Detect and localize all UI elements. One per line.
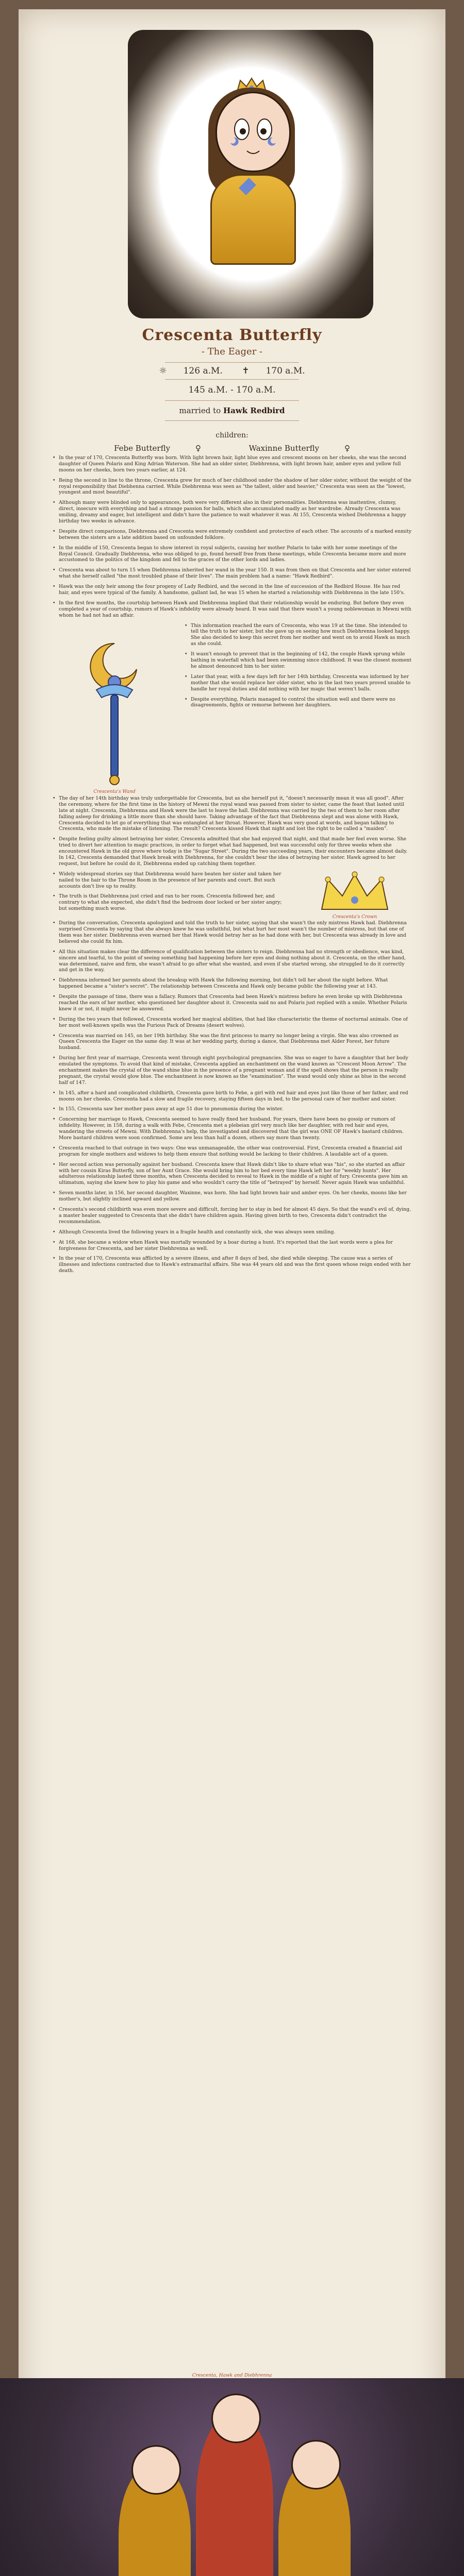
paragraph: • Crescenta's second childbirth was even more severe and difficult, forcing her to stay in bed for almost 45 days. So that the wand's evil of, dying, a master healer suggested to Crescenta that she didn't have children again. Having given birth to two, Crescenta didn't contradict the recommendation. — [59, 1207, 411, 1225]
diebhrenna-head — [291, 2440, 341, 2489]
paragraph: • In 145, after a hard and complicated childbirth, Crescenta gave birth to Febe, a girl with red hair and eyes just like those of her father, and red moons on her cheeks. Crescenta had a slow and fragile recovery, staying fifteen days in bed, to the personal care of her mother and sister. — [59, 1090, 411, 1103]
paragraph: • Her second action was personally against her husband. Crescenta knew that Hawk didn't like to share what was "his", so she started an affair with her cousin Kiras Butterfly, son of her Aunt Grace. She would bring him to her bed every time Hawk left her for "weekly hunts". Her adulterous relationship lasted three months, when Crescenta decided to reveal to Hawk in the middle of a night of fury. Crescenta gave him an ultimatum, saying she knew how to play his game and who wouldn't carry the title of "betrayed" by herself. Never again Hawk was unfaithful. — [59, 1162, 411, 1187]
wand-side-text — [185, 623, 411, 795]
paragraph: • At 168, she became a widow when Hawk was mortally wounded by a boar during a hunt. It's reported that the last words were a plea for forgiveness for Crescenta, and her sister Diebhrenna as well. — [59, 1240, 411, 1252]
paragraph: • Later that year, with a few days left for her 14th birthday, Crescenta was informed by her mother that she would replace her older sister, who in the last two years proved unable to handle her royal duties and did nothing with her magic that weren't balls. — [191, 674, 411, 692]
crown-figure — [298, 871, 411, 920]
children-label: children: — [216, 431, 248, 439]
paragraph: • In the year of 170, Crescenta Butterfly was born. With light brown hair, light blue eyes and crescent moons on her cheeks, she was the second daughter of Queen Polaris and King Adrian Waterson. She had an older sister, Diebhrenna, with light brown hair, amber eyes and yellow full moons on her cheeks, born two years earlier, at 124. — [59, 455, 411, 473]
death-year: 170 a.M. — [266, 366, 305, 376]
crown-section — [53, 871, 411, 920]
death-icon: ✝ — [242, 366, 250, 376]
paragraph: • The day of her 14th birthday was truly unforgettable for Crescenta, but as she herself put it, "doesn't necessarily mean it was all good". After the ceremony, where for the first time in the history of Mewni the royal wand was passed from sister to sister, came the feast that lasted until late at night. Crescenta, Diebhrenna and Hawk were the last to leave the hall. Diebhrenna was carried by the two of them to her room after falling asleep for drinking a little more than she should have. Taking advantage of the fact that Diebhrenna slept and was alone with Hawk, Crescenta decided to let go of everything that was entangled at her throat. However, Hawk was very good at words, and began talking to Crescenta, who made the mistake of listening. The result? Crescenta kissed Hawk that night and lost the right to be called a "maiden". — [59, 795, 411, 832]
paragraph: • Being the second in line to the throne, Crescenta grew for much of her childhood under the shadow of her older sister, without the weight of the royal responsibility that Diebhenna carried. While Diebhrenna was seen as "the tallest, older and heavier," Crescenta was seen as the "lowest, youngest and most beautiful". — [59, 478, 411, 496]
portrait-face — [216, 92, 291, 172]
paragraph: • Crescenta was married on 145, on her 19th birthday. She was the first princess to marry no longer being a virgin. She was also crowned as Queen Crescenta the Eager on the same day. It was at her wedding party, during a dance, that Diebhrenna met Alder Forest, her future husband. — [59, 1033, 411, 1052]
wand-caption: Crescenta's Wand — [93, 789, 136, 795]
paragraph: • During her first year of marriage, Crescenta went through eight psychological pregnancies. She was so eager to have a daughter that her body emulated the symptoms. To avoid that kind of mistake, Crescenta applied an enchantment on the wand known as "Crescent Moon Arrow". The enchantment makes the crystal of the wand shine blue in the presence of a pregnant woman and if the spell shows that the person is really pregnant, the crystal would glow blue. The enchantment is now known as the "examination". The wand would only shine as blue in the second half of 147. — [59, 1055, 411, 1086]
header-divider — [165, 362, 299, 363]
paragraph: • Hawk was the only heir among the four progeny of Lady Redbird, and the second in the line of succession of the Redbird House. He has red hair, and eyes were typical of the family. A handsome, gallant lad, he was 15 when he started a relationship with Diebhrenna in the late 150's. — [59, 584, 411, 596]
birth-year: 126 a.M. — [183, 366, 223, 376]
crescenta-head — [131, 2445, 181, 2495]
family-illustration — [0, 2378, 464, 2576]
paragraph: • Concerning her marriage to Hawk, Crescenta seemed to have really fixed her husband. For years, there have been no gossip or rumors of infidelity. However, in 158, during a walk with Febe, Crescenta met a plebeian girl very much like her daughter, with red hair and eyes, wandering the streets of Mewni. With Diebhrenna's help, the investigated and discovered that the girl was ONE OF Hawk's bastard children. More bastard children were soon confirmed. Some are less than half a dozen, others say more than twenty. — [59, 1116, 411, 1141]
paragraph: • Widely widespread stories say that Diebhrenna would have beaten her sister and taken her nailed to the hair to the Throne Room in the presence of her parents and court. But such accounts don't live up to reality. — [59, 871, 290, 890]
paragraph: • This information reached the ears of Crescenta, who was 19 at the time. She intended to tell the truth to her sister, but she gave up on seeing how much Diebhrenna looked happy. She also decided to keep this secret from her mother and went on to avoid Hawk as much as she could. — [191, 623, 411, 648]
paragraph: • Despite feeling guilty almost betraying her sister, Crescenta admitted that she had enjoyed that night, and that made her feel even worse. She tried to divert her attention to magic practices, in order to forget what had happened, but was successful only for three weeks when she encountered Hawk in the old grove where today is the "Sugar Street". During the two succeeding years, their encounters became almost daily. In 142, Crescenta demanded that Hawk break with Diebhrenna, for she couldn't bear the idea of betraying her sister. Hawk agreed to her request, but before he could do it, Diebhrenna ended up catching them together. — [59, 836, 411, 867]
header-divider — [165, 400, 299, 401]
character-epithet: - The Eager - — [201, 346, 263, 357]
parchment-panel — [19, 9, 445, 2576]
paragraph: • All this situation makes clear the difference of qualification between the sisters to reign. Diebhrenna had no strength or obedience, was kind, sincere and tearful, to the point of seeing something bad happening before her eyes and doing nothing about it. Crescenta, on the other hand, was determined, naive and firm, she wasn't afraid to go after what she wanted, and even if she started wrong, she struggled to do it correctly and get in the way. — [59, 949, 411, 974]
crown-side-text — [53, 871, 290, 920]
header-divider — [165, 379, 299, 380]
wand-icon — [76, 633, 153, 788]
paragraph: • In the first few months, the courtship between Hawk and Diebhrenna implied that their relationship would be enduring. But before they even completed a year of courtship, rumors of Hawk's infidelity were already heard. It was said that there wasn't a young noblewoman in Mewni with whom he had not had an affair. — [59, 600, 411, 619]
paragraph: • In the year of 170, Crescenta was afflicted by a severe illness, and after 8 days of bed, she died while sleeping. The cause was a series of illnesses and infections contracted due to Hawk's extramarital affairs. She was 44 years old and was the first queen whose reign ended with her death. — [59, 1256, 411, 1274]
wand-figure — [53, 623, 176, 795]
paragraph: • During the two years that followed, Crescenta worked her magical abilities, that had like characteristic the theme of nocturnal animals. One of her most well-known spells was the Furious Pack of Dreams (desert wolves). — [59, 1016, 411, 1029]
paragraph: • Despite everything, Polaris managed to control the situation well and there were no disagreements, fights or remorse between her daughters. — [191, 697, 411, 709]
character-header — [19, 326, 445, 453]
spouse-name: Hawk Redbird — [223, 406, 285, 415]
paragraph: • In the middle of 150, Crescenta began to show interest in royal subjects, causing her mother Polaris to take with her some meetings of the Royal Council. Gradually Diebhrenna, who was obliged to go, found herself free from these meetings, while Crescenta became more and more accustomed to the politics of the kingdom and fell to the graces of the other lords and ladies. — [59, 545, 411, 564]
child-waxinne: Waxinne Butterfly ♀ — [248, 444, 350, 453]
character-name: Crescenta Butterfly — [142, 326, 322, 344]
paragraph: • Crescenta reached to that outrage in two ways: One was unmanageable, the other was controversial. First, Crescenta created a financial aid program for single mothers and widows to help them ensure that nothing would be lacking to their children. A laudable act of a queen. — [59, 1145, 411, 1158]
paragraph: • Although many were blinded only to appearances, both were very different also in their personalities. Diebhrenna was inattentive, clumsy, direct, insecure with everything and had a strange passion for balls, which she accumulated madly as her wardrobe. Already Crescenta was smiling, dreamy and eager, but intelligent and didn't have the patience to wait whatever it was. At 155, Crescenta wished Diebhrenna a happy birthday two weeks in advance. — [59, 500, 411, 524]
reign-dates: 145 a.M. - 170 a.M. — [188, 385, 276, 395]
wand-section — [53, 623, 411, 795]
paragraph: • The truth is that Diebhrenna just cried and ran to her room. Crescenta followed her, and contrary to what she expected, she didn't find the bedroom door locked or her sister angry; but something much worse. — [59, 893, 290, 912]
paragraph: • Despite direct comparisons, Diebhrenna and Crescenta were extremely confident and protective of each other. The accounts of a marked enmity between the sisters are a late addition based on unfounded folklore. — [59, 529, 411, 541]
birth-death-row — [19, 366, 445, 376]
crescenta-portrait — [205, 92, 298, 262]
birth-icon: ☼ — [159, 366, 167, 376]
child-febe: Febe Butterfly ♀ — [114, 444, 201, 453]
biography-text — [53, 455, 411, 1278]
crown-caption: Crescenta's Crown — [332, 914, 377, 920]
paragraph: • In 155, Crescenta saw her mother pass away at age 51 due to pneumonia during the winter. — [59, 1106, 411, 1112]
paragraph: • Seven months later, in 156, her second daughter, Waxinne, was born. She had light brown hair and amber eyes. On her cheeks, moons like her mother's, but slightly inclined upward and yellow. — [59, 1190, 411, 1202]
crown-icon — [319, 871, 391, 912]
paragraph: • It wasn't enough to prevent that in the beginning of 142, the couple Hawk sprung while bathing in waterfall which had been swimming since childhood. It was the closest moment he almost denounced him to her sister. — [191, 651, 411, 670]
paragraph: • Although Crescenta lived the following years in a fragile health and constantly sick, she was always seen smiling. — [59, 1229, 411, 1235]
marriage-line — [19, 406, 445, 415]
married-prefix: married to — [179, 406, 223, 415]
header-divider — [165, 420, 299, 421]
paragraph: • Despite the passage of time, there was a fallacy. Rumors that Crescenta had been Hawk's mistress before he even broke up with Diebhrenna reached the ears of her mother, who questioned her daughter about it. Crescenta said no and Polaris just replied with a smile. Whether Polaris knew it or not, it might never be answered. — [59, 994, 411, 1012]
paragraph: • Diebhrenna informed her parents about the breakup with Hawk the following morning, but didn't tell her about the night before. What happened became a "sister's secret". The relationship between Crescenta and Hawk only became public the following year at 143. — [59, 977, 411, 990]
children-list — [19, 444, 445, 453]
bottom-art-caption: Crescenta, Hawk and Diebhrenna — [192, 2373, 272, 2378]
paragraph: • Crescenta was about to turn 15 when Diebhrenna inherited her wand in the year 150. It was from then on that Crescenta and her sister entered what she herself called "the most troubled phase of their lives". The main problem had a name: "Hawk Redbird". — [59, 567, 411, 580]
female-icon: ♀ — [195, 444, 201, 453]
paragraph: • During the conversation, Crescenta apologized and told the truth to her sister, saying that she wasn't the only mistress Hawk had. Diebhrenna surprised Crescenta by saying that she always knew he was unfaithful, but what hurt her most wasn't the number of mistress, but that one of them was her sister. Diebhrenna even warned her that Hawk would betray her as he had done with her, but Crescenta was already in love and believed she could fix him. — [59, 920, 411, 945]
portrait-frame — [128, 30, 373, 318]
female-icon: ♀ — [344, 444, 350, 453]
hawk-head — [211, 2394, 261, 2443]
